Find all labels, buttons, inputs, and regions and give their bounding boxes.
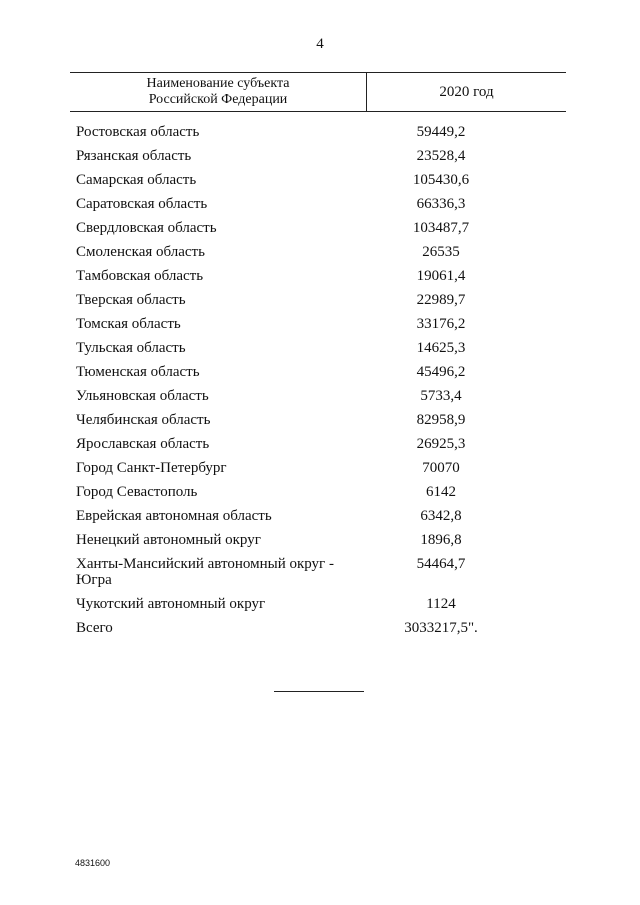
region-value: 82958,9: [416, 412, 466, 428]
region-name: [76, 556, 366, 588]
region-value: 6342,8: [420, 508, 462, 524]
table-row: [76, 432, 566, 456]
table-row: [76, 408, 566, 432]
table-row: [76, 312, 566, 336]
table-row: [76, 360, 566, 384]
region-name: Свердловская область: [76, 220, 217, 236]
region-value: 6142: [426, 484, 456, 500]
region-name: Саратовская область: [76, 196, 208, 212]
region-value: 103487,7: [412, 220, 470, 236]
table-row: [76, 168, 566, 192]
table-row: [76, 192, 566, 216]
table-row: [76, 336, 566, 360]
closing-separator-line: [274, 691, 364, 692]
region-name-line2: Югра: [76, 572, 112, 588]
region-name: Самарская область: [76, 172, 197, 188]
region-value: 105430,6: [412, 172, 470, 188]
region-value: 22989,7: [416, 292, 466, 308]
column-header-region-line1: Наименование субъекта: [146, 76, 290, 91]
table-row: [76, 240, 566, 264]
page-number: 4: [316, 36, 324, 52]
region-value: 66336,3: [416, 196, 466, 212]
region-value: 26535: [422, 244, 460, 260]
table-row: [76, 552, 566, 592]
region-value: 59449,2: [416, 124, 466, 140]
total-label: Всего: [76, 620, 113, 636]
document-code: 4831600: [75, 858, 111, 868]
region-name-line1: Ханты-Мансийский автономный округ -: [76, 556, 334, 572]
region-name: Ненецкий автономный округ: [76, 532, 261, 548]
table-body: [76, 120, 566, 640]
region-name: Ярославская область: [76, 436, 210, 452]
table-row-total: [76, 616, 566, 640]
region-value: 14625,3: [416, 340, 466, 356]
table-row: [76, 592, 566, 616]
region-name: Ульяновская область: [76, 388, 209, 404]
region-value: 26925,3: [416, 436, 466, 452]
region-name: Город Севастополь: [76, 484, 198, 500]
table-row: [76, 384, 566, 408]
region-name: Тверская область: [76, 292, 186, 308]
table-row: [76, 264, 566, 288]
region-value: 19061,4: [416, 268, 466, 284]
region-name: Смоленская область: [76, 244, 205, 260]
region-value: 23528,4: [416, 148, 466, 164]
region-value: 5733,4: [420, 388, 462, 404]
region-name: Город Санкт-Петербург: [76, 460, 227, 476]
table-row: [76, 480, 566, 504]
table-row: [76, 456, 566, 480]
region-name: Челябинская область: [76, 412, 211, 428]
region-value: 1896,8: [420, 532, 462, 548]
region-value: 33176,2: [416, 316, 466, 332]
column-header-region: [70, 73, 367, 111]
region-name: Рязанская область: [76, 148, 192, 164]
region-name: Тюменская область: [76, 364, 200, 380]
column-header-region-line2: Российской Федерации: [148, 92, 288, 107]
table-row: [76, 288, 566, 312]
table-row: [76, 144, 566, 168]
table-header: [70, 72, 566, 112]
region-name: Тульская область: [76, 340, 186, 356]
region-name: Чукотский автономный округ: [76, 596, 266, 612]
region-name: Еврейская автономная область: [76, 508, 272, 524]
region-name: Ростовская область: [76, 124, 200, 140]
total-value: 3033217,5".: [404, 620, 478, 636]
table-row: [76, 120, 566, 144]
region-value: 54464,7: [416, 556, 466, 572]
region-name: Тамбовская область: [76, 268, 204, 284]
table-row: [76, 504, 566, 528]
table-row: [76, 216, 566, 240]
table-row: [76, 528, 566, 552]
region-value: 1124: [426, 596, 456, 612]
region-value: 45496,2: [416, 364, 466, 380]
region-value: 70070: [422, 460, 460, 476]
column-header-year: 2020 год: [439, 83, 494, 100]
region-name: Томская область: [76, 316, 181, 332]
